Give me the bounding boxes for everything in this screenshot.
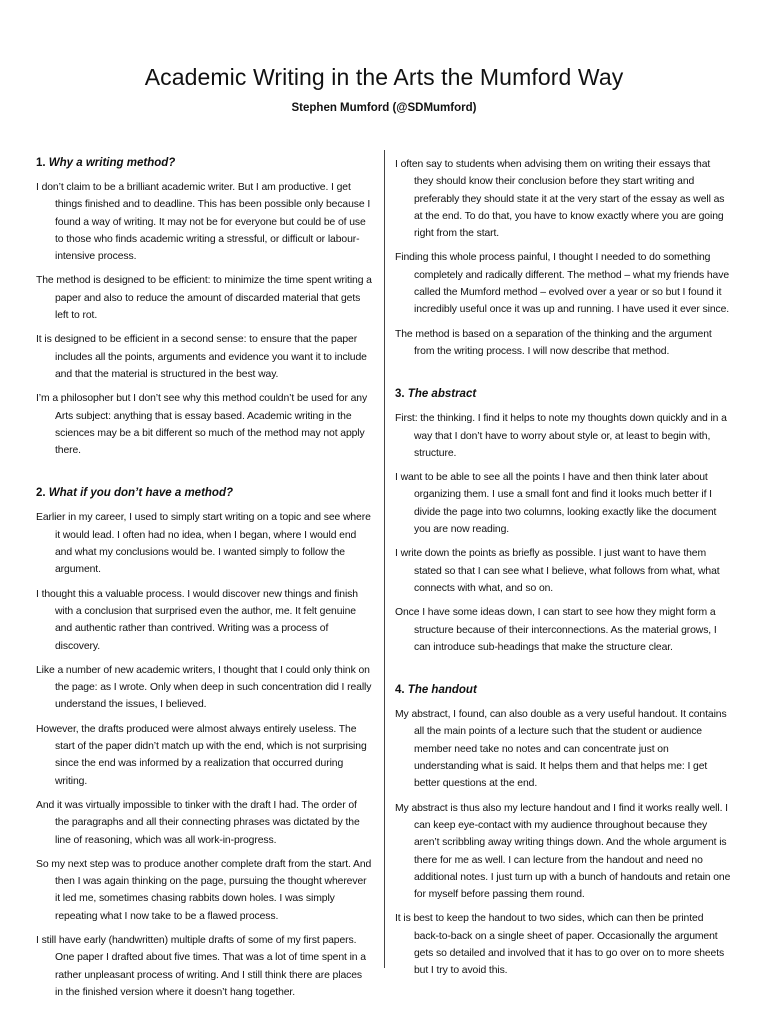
section-the-abstract — [395, 387, 731, 656]
paragraph: I thought this a valuable process. I would discover new things and finish with a conclusion that surprised even the author, me. It felt genuine and authentic rather than contrived. Writing was a process of discovery. — [36, 588, 358, 652]
section-number: 4. — [395, 684, 405, 697]
paragraph: Once I have some ideas down, I can start to see how they might form a structure because of their interconnections. As the material grows, I can introduce sub-headings that make the structure clear. — [395, 607, 717, 653]
paragraph: And it was virtually impossible to tinker with the draft I had. The order of the paragraphs and all their connecting phrases was dictated by the line of reasoning, which was all work-in-progress. — [36, 799, 360, 846]
section-heading — [395, 683, 731, 698]
paragraph: It is designed to be efficient in a second sense: to ensure that the paper includes all the points, arguments and evidence you want it to include and that the material is structured in the best way. — [36, 334, 367, 380]
paragraph: The method is designed to be efficient: to minimize the time spent writing a paper and also to reduce the amount of discarded material that gets left to rot. — [36, 275, 372, 322]
left-column — [36, 156, 372, 1008]
column-divider — [384, 150, 385, 968]
paragraph: First: the thinking. I find it helps to note my thoughts down quickly and in a way that I don’t have to worry about style or, at least to begin with, structure. — [395, 413, 727, 459]
paragraph: The method is based on a separation of the thinking and the argument from the writing process. I will now describe that method. — [395, 328, 712, 357]
section-the-handout — [395, 683, 731, 979]
section-spacer — [395, 367, 731, 387]
paragraph: Like a number of new academic writers, I thought that I could only think on the page: as I wrote. Only when deep in such concentration did I really understand the issues, I believed. — [36, 664, 372, 711]
author-byline: Stephen Mumford (@SDMumford) — [291, 102, 477, 114]
section-number: 2. — [36, 487, 46, 500]
section-title: The handout — [407, 684, 477, 697]
section-spacer — [395, 663, 731, 683]
section-heading — [395, 387, 731, 402]
document-title: Academic Writing in the Arts the Mumford Way — [144, 64, 624, 90]
section-heading — [36, 486, 372, 501]
right-column — [395, 156, 731, 987]
paragraph: I often say to students when advising them on writing their essays that they should know their conclusion before they start writing and preferably they should state it at the very start of the essay as well as at the end. To do that, you have to know exactly where you are going right from the start. — [395, 159, 725, 240]
paragraph: I’m a philosopher but I don’t see why this method couldn’t be used for any Arts subject: anything that is essay based. Academic writing in the sciences may be a bit different so much of the method may not apply there. — [36, 393, 368, 457]
section-number: 1. — [36, 157, 46, 169]
section-number: 3. — [395, 388, 405, 401]
paragraph: I don’t claim to be a brilliant academic writer. But I am productive. I get things finished and to deadline. This has been possible only because I found a way of writing. It may not be for everyone but could be of use to those who finds academic writing a stressful, or difficult or labour-intensive process. — [36, 182, 371, 263]
paragraph: I still have early (handwritten) multiple drafts of some of my first papers. One paper I drafted about five times. That was a lot of time spent in a rather unpleasant process of writing. And I still think there are places in the finished version where it doesn’t hang together. — [36, 934, 366, 998]
section-title: What if you don’t have a method? — [48, 487, 234, 500]
paragraph: However, the drafts produced were almost always entirely useless. The start of the paper didn’t match up with the end, which is not surprising since the end was informed by a realization that occurred during writing. — [36, 723, 367, 787]
section-title: The abstract — [407, 388, 477, 401]
paragraph: So my next step was to produce another complete draft from the start. And then I was again thinking on the page, pursuing the thought wherever it led me, sometimes chasing rabbits down holes. I was simply repeating what I now take to be a flawed process. — [36, 858, 372, 922]
paragraph: My abstract is thus also my lecture handout and I find it works really well. I can keep eye-contact with my audience throughout because they aren’t scribbling away writing things down. And the whole argument is there for me as well. I can lecture from the handout and need no additional notes. I just turn up with a bunch of handouts and retain one for myself before passing them round. — [395, 802, 731, 901]
paragraph: I want to be able to see all the points I have and then think later about organizing them. I use a small font and find it looks much better if I divide the page into two columns, looking exactly like the document you are now reading. — [395, 472, 717, 536]
section-what-if-no-method — [36, 486, 372, 1001]
section-why-a-writing-method — [36, 156, 372, 459]
section-continuation — [395, 156, 731, 360]
section-title: Why a writing method? — [48, 157, 176, 169]
section-heading — [36, 156, 372, 171]
paragraph: Finding this whole process painful, I thought I needed to do something completely and radically different. The method – what my friends have called the Mumford method – evolved over a year or so but I found it incredibly useful once it was up and running. I have used it ever since. — [395, 252, 730, 316]
paragraph: Earlier in my career, I used to simply start writing on a topic and see where it would lead. I often had no idea, when I began, where I would end and what my conclusions would be. I wanted simply to follow the argument. — [36, 512, 371, 576]
paragraph: My abstract, I found, can also double as a very useful handout. It contains all the main points of a lecture such that the student or audience member need take no notes and can concentrate just on understanding what is said. It helps them and that helps me: I get better questions at the end. — [395, 709, 727, 790]
paragraph: I write down the points as briefly as possible. I just want to have them stated so that I can see what I believe, what follows from what, what connects with what, and so on. — [395, 548, 720, 594]
section-spacer — [36, 466, 372, 486]
paragraph: It is best to keep the handout to two sides, which can then be printed back-to-back on a single sheet of paper. Occasionally the argument gets so detailed and involved that it has to go over on to more sheets but I try to avoid this. — [395, 913, 725, 977]
